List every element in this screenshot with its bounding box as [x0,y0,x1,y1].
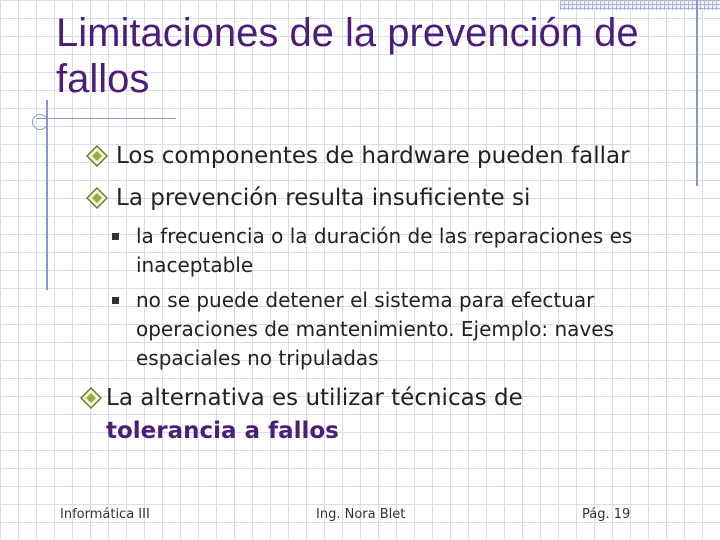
alternative-text: La alternativa es utilizar técnicas de [106,385,523,411]
footer-author: Ing. Nora Blet [316,507,406,522]
decorative-right-rule [696,0,698,186]
footer-page-number: Pág. 19 [582,507,631,522]
square-bullet-icon [112,297,119,304]
alternative-statement [80,382,680,448]
diamond-bullet-icon [86,145,108,167]
decorative-left-rule [46,100,48,290]
bullet-text: La prevención resulta insuficiente si [116,185,531,211]
alternative-emphasis: tolerancia a fallos [106,418,339,444]
title-underline-rule [36,118,176,119]
sub-bullet-text: la frecuencia o la duración de las reparaciones es inaceptable [136,224,633,277]
decorative-circle-icon [32,114,48,130]
sub-bullet-text: no se puede detener el sistema para efectuar operaciones de mantenimiento. Ejemplo: naves espaciales no tripuladas [136,288,614,370]
bullet-item [86,142,630,170]
square-bullet-icon [112,233,119,240]
slide-title: Limitaciones de la prevención de fallos [56,11,639,101]
diamond-bullet-icon [80,387,102,409]
footer-course: Informática III [60,507,150,522]
bullet-item [86,184,530,212]
sub-bullet-item [112,286,652,373]
bullet-text: Los componentes de hardware pueden fallar [116,143,630,169]
sub-bullet-item [112,222,672,280]
diamond-bullet-icon [86,187,108,209]
